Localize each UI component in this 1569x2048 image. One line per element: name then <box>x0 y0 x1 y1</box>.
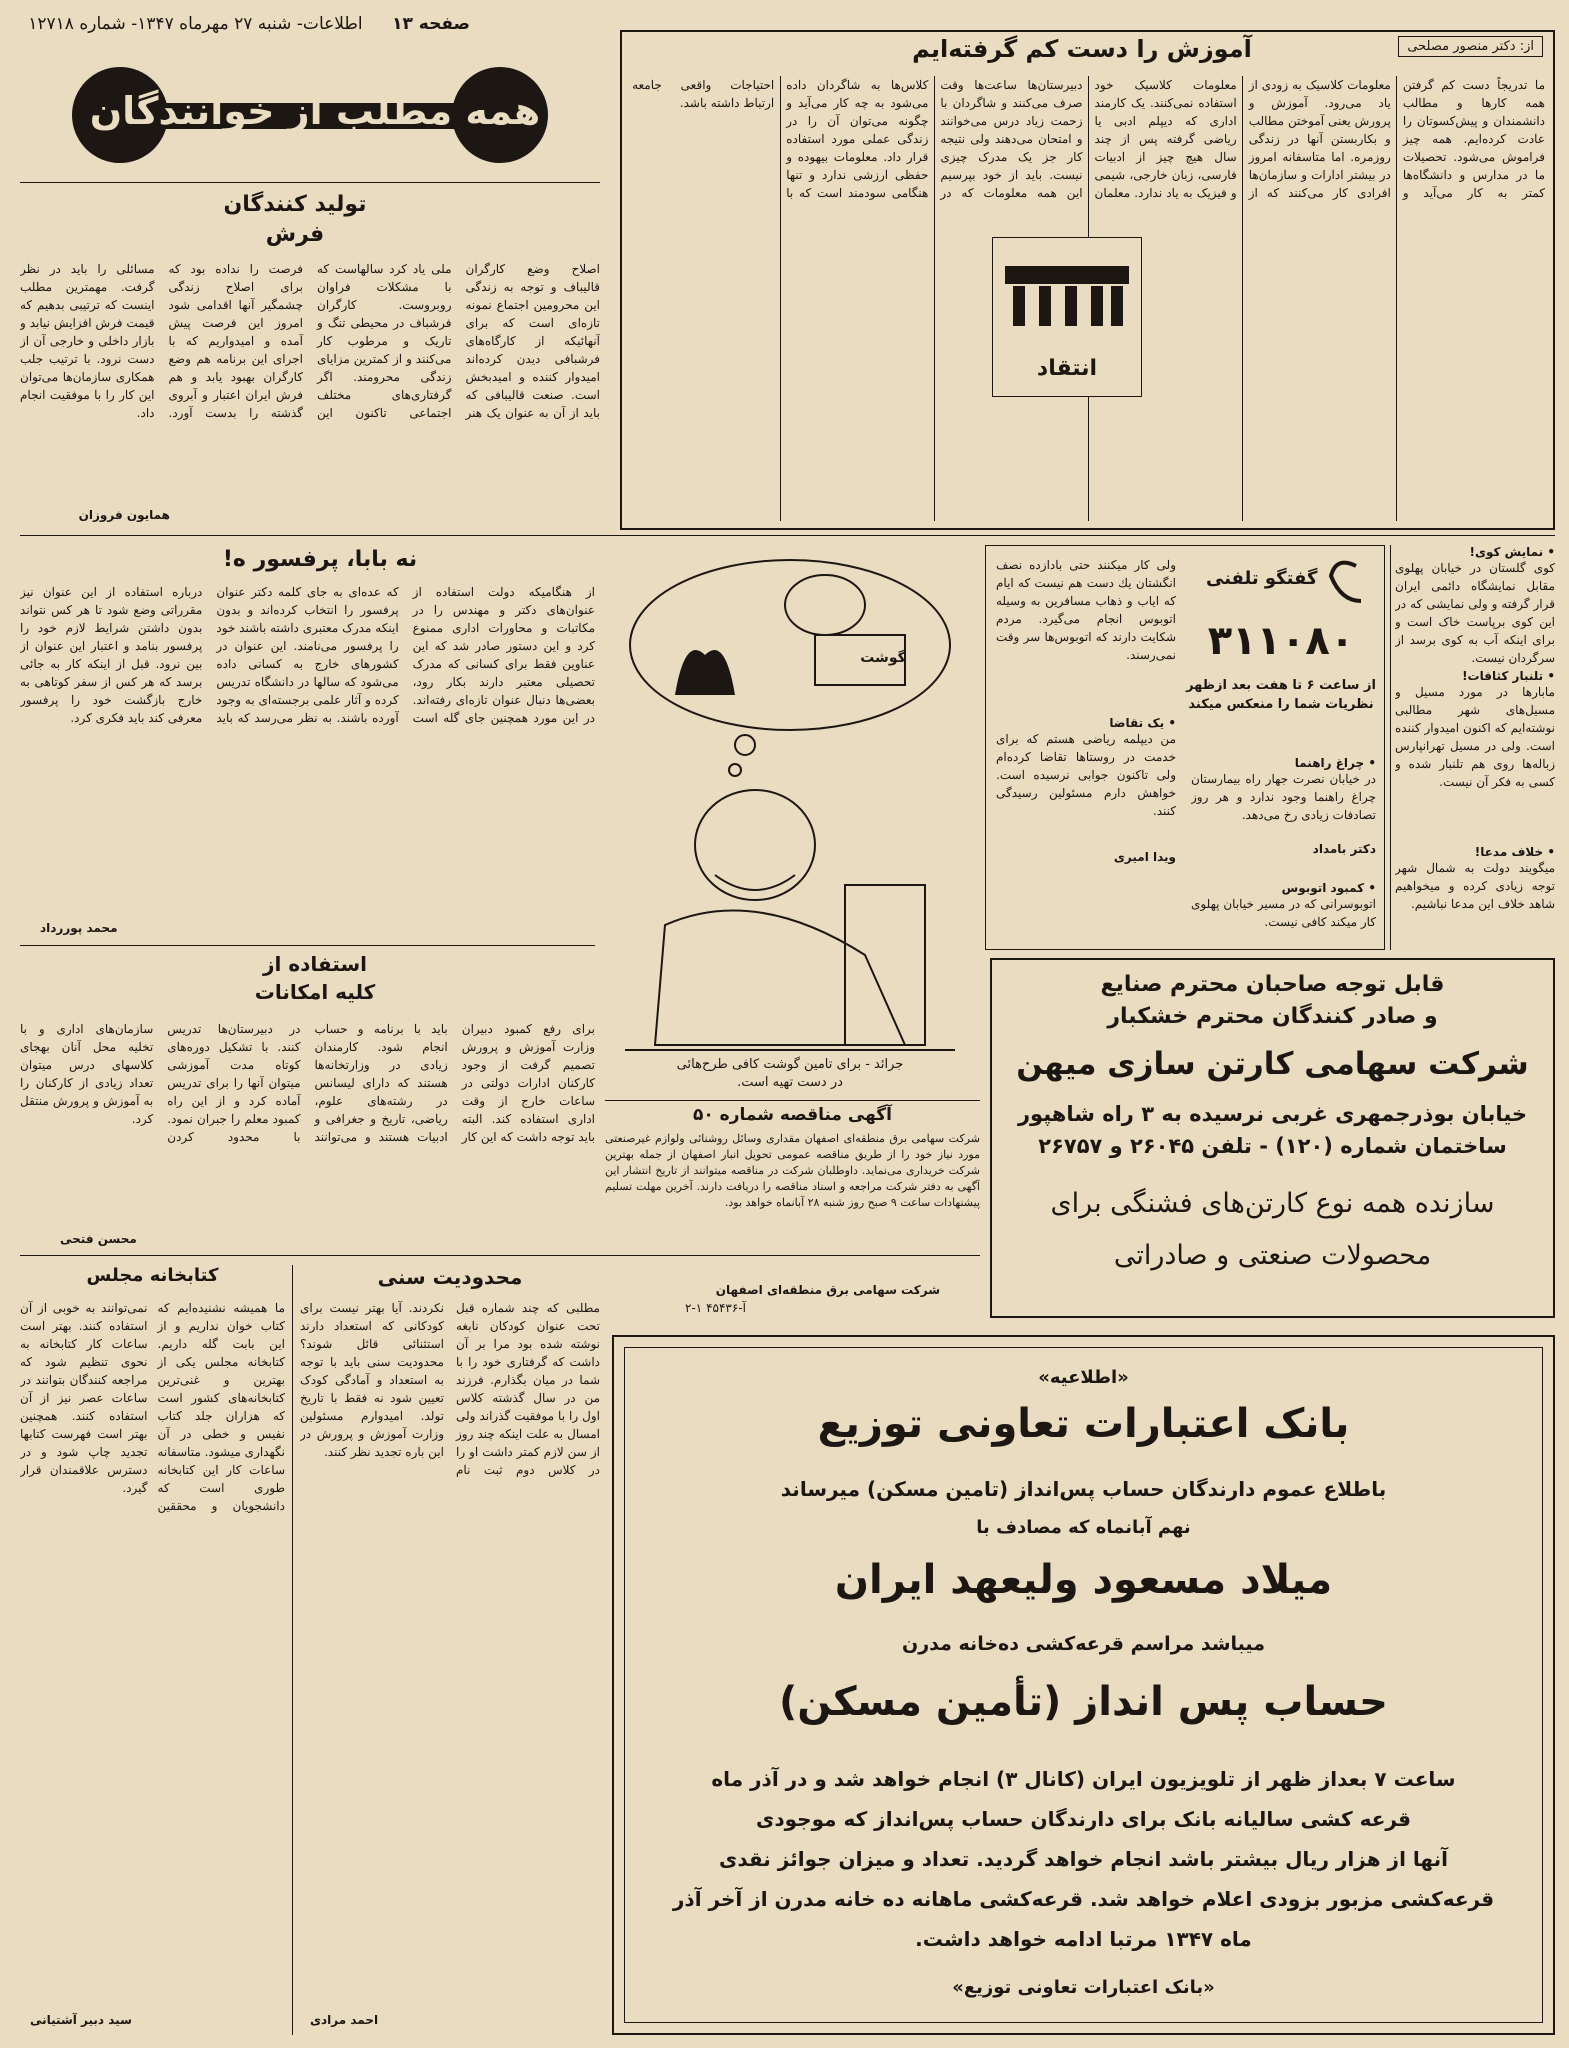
bank-ad <box>612 1335 1555 2035</box>
age-signature: احمد مرادی <box>310 2013 379 2027</box>
phone-item-2 <box>1191 881 1376 946</box>
side-item-body: میگویند دولت به شمال شهر توجه زیادی کرده و میخواهیم شاهد خلاف این مدعا نباشیم. <box>1395 861 1555 911</box>
banner-title: همه مطلب از خوانندگان <box>89 89 541 133</box>
carton-slogan-2: محصولات صنعتی و صادراتی <box>1113 1240 1432 1271</box>
side-item-0 <box>1395 545 1555 669</box>
education-body: ما تدریجاً دست کم گرفتن همه کارها و مطالب دانشمندان و پیش‌کسوتان را عادت کرده‌ایم. همه چیز فراموش می‌شود. تحصیلات ما در مدارس و دانشگاه‌ها کمتر به کار می‌آید و معلومات کلاسیک به زودی از یاد می‌رود. آموزش و پرورش یعنی آموختن مطالب و بکاربستن آنها در زندگی روزمره. اما متاسفانه امروز در بیشتر ادارات و سازمان‌ها افرادی کار می‌کنند که از معلومات کلاسیک خود استفاده نمی‌کنند. یک کارمند اداری که دیپلم ادبی یا ریاضی گرفته پس از چند سال هیچ چیز از ادبیات فارسی، زبان خارجی، شیمی و فیزیک به یاد ندارد. معلمان دبیرستان‌ها ساعت‌ها وقت صرف می‌کنند و شاگردان با زحمت زیاد درس می‌خوانند و امتحان می‌دهند ولی نتیجه کار جز یک مدرک چیزی نیست. باید از خود بپرسیم این همه معلومات که در کلاس‌ها به شاگردان داده می‌شود به چه کار می‌آید و چگونه می‌توان آن را در زندگی عملی مورد استفاده قرار داد. معلومات بیهوده و حفظی ارزشی ندارد و تنها هنگامی سودمند است که با احتیاجات واقعی جامعه ارتباط داشته باشد. <box>632 78 1545 200</box>
library-body: ما همیشه نشنیده‌ایم که کتاب خوان نداریم و از این بابت گله داریم. کتابخانه مجلس یکی از بهترین و غنی‌ترین کتابخانه‌های کشور است که هزاران جلد کتاب نفیس و خطی در آن نگهداری میشود. متاسفانه ساعات کار این کتابخانه طوری است که دانشجویان و محققین نمی‌توانند به خوبی از آن استفاده کنند. بهتر است ساعات کار کتابخانه به نحوی تنظیم شود که مراجعه کنندگان بتوانند در ساعات عصر نیز از آن استفاده کنند. همچنین بهتر است فهرست کتابها تجدید چاپ شود و در دسترس علاقمندان قرار گیرد. <box>20 1301 285 1513</box>
page-number: صفحه ۱۳ <box>392 14 470 34</box>
education-title: آموزش را دست کم گرفته‌ایم <box>912 35 1252 63</box>
bank-para-5: ماه ۱۳۴۷ مرتبا ادامه خواهد داشت. <box>915 1927 1252 1951</box>
phone-item-body: اتوبوسرانی که در مسیر خیابان پهلوی کار میکند کافی نیست. <box>1191 897 1376 929</box>
side-item-body: کوی گلستان در خیابان پهلوی مقابل نمایشگاه دائمی ایران قرار گرفته و ولی نمایشی که در این کوی برپاست خاک است و برای اینکه آب به کوی برسد از سرگردان نیست. <box>1395 561 1555 665</box>
phone-item-title: • کمبود اتوبوس <box>1281 881 1376 895</box>
dog-head <box>785 575 865 635</box>
bank-para-2: قرعه کشی سالیانه بانک برای دارندگان حساب پس‌انداز که موجودی <box>756 1807 1411 1831</box>
bank-account: حساب پس انداز (تأمین مسکن) <box>778 1679 1388 1725</box>
man-body <box>655 910 905 1045</box>
bank-line-1: باطلاع عموم دارندگان حساب پس‌انداز (تامین مسکن) میرساند <box>780 1477 1387 1501</box>
article-education <box>620 30 1555 530</box>
phone-item-title: • یک تقاضا <box>1109 716 1176 730</box>
critique-caption: انتقاد <box>1036 356 1098 381</box>
phone-item-1 <box>1191 756 1376 876</box>
cartoon-caption-1: جرائد - برای تامین گوشت کافی طرح‌هائی <box>676 1057 904 1072</box>
phone-logo <box>1186 556 1376 606</box>
critique-emblem-icon <box>993 238 1141 358</box>
side-column <box>1395 545 1555 950</box>
chair <box>845 885 925 1045</box>
carpet-body: اصلاح وضع کارگران قالیباف و توجه به زندگی این محرومین اجتماع نمونه تازه‌ای است که برای آنهائیکه از کارگاه‌های فرشبافی دیدن کرده‌اند امیدوار کننده و امیدبخش است. صنعت قالیبافی که باید از آن به عنوان یک هنر ملی یاد کرد سالهاست که با مشکلات فراوان روبروست. کارگران فرشباف در محیطی تنگ و تاریک و مرطوب کار می‌کنند و از کمترین مزایای زندگی محرومند. اگر گرفتاری‌های مختلف اجتماعی تاکنون این فرصت را نداده بود که برای اصلاح زندگی چشمگیر آنها اقدامی شود امروز این فرصت پیش آمده و امیدواریم که با اجرای این برنامه هم وضع کارگران بهبود یابد و هم فرش ایران اعتبار و آبروی گذشته را بدست آورد. مسائلی را باید در نظر گرفت. مهمترین مطلب اینست که ترتیبی بدهیم که قیمت فرش افزایش نیابد و بازار داخلی و خارجی آن از دست نرود. با ترتیب جلب همکاری سازمان‌ها می‌توان این کار را با موفقیت انجام داد. <box>20 262 600 420</box>
carton-line-1: قابل توجه صاحبان محترم صنایع <box>1100 972 1445 997</box>
phone-box <box>985 545 1385 950</box>
bank-name: بانک اعتبارات تعاونی توزیع <box>817 1401 1350 1447</box>
carpet-signature: همایون فروزان <box>78 508 170 522</box>
tender-code: آ-۴۵۴۳۶ ۱-۲ <box>685 1301 746 1315</box>
carton-line-2: و صادر کنندگان محترم خشکبار <box>1107 1004 1438 1029</box>
tender-body: شرکت سهامی برق منطقه‌ای اصفهان مقداری وسائل روشنائی ولوازم غیرصنعتی مورد نیاز خود را از طریق مناقصه عمومی تحویل انبار اصفهان از جمله بهترین شرکت خریداری می‌نماید. داوطلبان شرکت در مناقصه میتوانند از تاریخ انتشار این آگهی به دفتر شرکت مراجعه و اسناد مناقصه را دریافت دارند. آخرین مهلت تسلیم پیشنهادات ساعت ۹ صبح روز شنبه ۲۸ آبانماه خواهد بود. <box>605 1132 980 1209</box>
professor-body: از هنگامیکه دولت استفاده از عنوان‌های دکتر و مهندس را در مکاتبات و محاورات اداری ممنوع کرد و این دستور صادر شد که این عناوین فقط برای کسانی که مدرک تحصیلی معتبر دارند بکار رود، بعضی‌ها دنبال عنوان تازه‌ای رفته‌اند. در این مورد همچنین جای گله است که عده‌ای به جای کلمه دکتر عنوان پرفسور را انتخاب کرده‌اند و بدون اینکه مدرک معتبری داشته باشند خود را پرفسور می‌نامند. این عنوان در کشورهای خارج به کسانی داده می‌شود که سالها در دانشگاه تدریس کرده و آثار علمی برجسته‌ای به وجود آورده باشند. به نظر می‌رسد که باید درباره استفاده از این عنوان نیز مقرراتی وضع شود تا هر کس نتواند بدون داشتن شرایط لازم خود را پرفسور بنامد و اعتبار این عنوان از بین نرود. قبل از اینکه کار به جائی برسد که هر کس از سفر کوتاهی به خارج بازگشت خود را پرفسور معرفی کند باید فکری کرد. <box>20 585 595 725</box>
thought-bubble <box>630 560 950 730</box>
employees-signature: محسن فتحی <box>60 1232 137 1246</box>
bank-line-3: میباشد مراسم قرعه‌کشی ده‌خانه مدرن <box>902 1633 1265 1655</box>
masthead <box>0 14 470 34</box>
phone-item-title: • چراغ راهنما <box>1294 756 1376 770</box>
phone-hours: از ساعت ۶ تا هفت بعد ازظهر نظریات شما را منعکس میکند <box>1186 678 1376 712</box>
employees-body: برای رفع کمبود دبیران وزارت آموزش و پرورش تصمیم گرفت از وجود کارکنان ادارات دولتی در ساعات خارج از وقت اداری استفاده کند. البته باید توجه داشت که این کار باید با برنامه و حساب انجام شود. کارمندان زیادی در وزارتخانه‌ها هستند که دارای لیسانس در رشته‌های علوم، ریاضی، تاریخ و جغرافی و ادبیات هستند و می‌توانند در دبیرستان‌ها تدریس کنند. با تشکیل دوره‌های کوتاه مدت آموزشی میتوان آنها را برای تدریس آماده کرد و از این راه کمبود معلم را جبران نمود. با محدود کردن سازمان‌های اداری و با تخلیه محل آنان بهجای کلاسهای درس میتوان تعداد زیادی از کارکنان را به آموزش و پرورش منتقل کرد. <box>20 1022 595 1144</box>
library-title: کتابخانه مجلس <box>86 1265 219 1286</box>
bank-para-3: آنها از هزار ریال بیشتر باشد انجام خواهد گردید. تعداد و میزان جوائز نقدی <box>719 1847 1448 1871</box>
side-item-body: مابارها در مورد مسیل و مسیل‌های شهر مطالبی نوشته‌ایم که اکنون امیدوار کننده است. ولی در مسیل تهرانپارس زباله‌ها روی هم تلنبار شده و کسی به فکر آن نیست. <box>1395 685 1555 789</box>
cartoon-drawing <box>605 545 975 1100</box>
tender-title: آگهی مناقصه شماره ۵۰ <box>692 1105 893 1125</box>
masthead-date: اطلاعات- شنبه ۲۷ مهرماه ۱۳۴۷- شماره ۱۲۷۱۸ <box>28 14 363 34</box>
carton-address-1: خیابان بوذرجمهری غربی نرسیده به ۳ راه شاهپور <box>1017 1102 1528 1126</box>
bank-para-1: ساعت ۷ بعداز ظهر از تلویزیون ایران (کانال ۳) انجام خواهد شد و در آذر ماه <box>711 1767 1456 1791</box>
side-item-title: • خلاف مدعا! <box>1474 845 1555 859</box>
cartoon <box>605 545 975 1100</box>
side-item-1 <box>1395 669 1555 845</box>
phone-item-body: من دیپلمه ریاضی هستم که برای خدمت در روستاها تقاضا کرده‌ام ولی تاکنون جوابی نرسیده است. خواهش دارم مسئولین رسیدگی کنند. <box>996 732 1176 818</box>
article-professor <box>20 545 595 940</box>
professor-signature: محمد پوررداد <box>40 921 118 935</box>
bank-kicker: «اطلاعیه» <box>1038 1367 1129 1388</box>
education-author: از: دکتر منصور مصلحی <box>1398 36 1543 57</box>
cat-silhouette <box>675 650 735 695</box>
critique-logo <box>992 237 1142 397</box>
carpet-title: تولید کنندگان فرش <box>223 192 367 247</box>
library-signature: سید دبیر آشتیانی <box>30 2013 132 2027</box>
section-banner <box>30 55 600 175</box>
article-library <box>20 1265 285 2035</box>
phone-intro: ولی کار میکنند حتی بادازده نصف انگشتان یك دست هم نیست که ایام که ایاب و ذهاب مسافرین به وسیله اتوبوس انجام می‌گیرد. مردم شکایت دارند که اتوبوس‌ها سر وقت نمی‌رسند. <box>996 558 1176 662</box>
phone-item-0 <box>996 716 1176 946</box>
phone-number: ۳۱۱۰۸۰ <box>1207 618 1355 664</box>
tender-ad <box>605 1105 980 1320</box>
side-item-title: • نمایش کوی! <box>1469 545 1555 559</box>
phone-item-author: دکتر بامداد <box>1312 842 1376 856</box>
phone-item-body: در خیابان نصرت جهار راه بیمارستان چراغ راهنما وجود ندارد و هر روز تصادفات زیادی رخ می‌دهد. <box>1191 772 1376 822</box>
age-title: محدودیت سنی <box>377 1265 523 1289</box>
carton-address-2: ساختمان شماره (۱۲۰) - تلفن ۲۶۰۴۵ و ۲۶۷۵۷ <box>1038 1134 1507 1158</box>
ad-carton <box>990 958 1555 1318</box>
article-age <box>300 1265 600 2035</box>
bank-para-4: قرعه‌کشی مزبور بزودی اعلام خواهد شد. قرعه‌کشی ماهانه ده خانه مدرن از آخر آذر <box>672 1887 1495 1911</box>
carton-company: شرکت سهامی کارتن سازی میهن <box>1016 1046 1529 1082</box>
bank-footer: «بانک اعتبارات تعاونی توزیع» <box>952 1977 1215 1998</box>
man-head <box>695 790 815 900</box>
cartoon-caption-2: در دست تهیه است. <box>737 1075 843 1090</box>
age-body: مطلبی که چند شماره قبل تحت عنوان کودکان نابغه نوشته شده بود مرا بر آن داشت که گرفتاری خود را با شما در میان بگذارم. فرزند من در سال گذشته کلاس اول را با موفقیت گذراند ولی امسال به علت اینکه چند روز از سن لازم کمتر داشت او را در کلاس دوم ثبت نام نکردند. آیا بهتر نیست برای کودکانی که استعداد دارند استثنائی قائل شوند؟ محدودیت سنی باید با توجه به استعداد و آمادگی کودک تعیین شود نه فقط با تاریخ تولد. امیدوارم مسئولین وزارت آموزش و پرورش در این باره تجدید نظر کنند. <box>300 1301 600 1477</box>
tender-signature: شرکت سهامی برق منطقه‌ای اصفهان <box>715 1283 940 1297</box>
bank-line-2: نهم آبانماه که مصادف با <box>976 1517 1191 1538</box>
phone-logo-text: گفتگو تلفنی <box>1206 568 1318 589</box>
side-item-2 <box>1395 845 1555 931</box>
cartoon-sign: گوشت <box>860 650 906 666</box>
article-carpet <box>20 190 600 530</box>
side-item-title: • تلنبار کثافات! <box>1462 669 1555 683</box>
employees-title: استفاده از کلیه امکانات <box>254 952 376 1004</box>
carton-slogan-1: سازنده همه نوع کارتن‌های فشنگی برای <box>1050 1188 1495 1219</box>
phone-item-author: ویدا امیری <box>1113 850 1176 864</box>
bank-occasion: میلاد مسعود ولیعهد ایران <box>834 1557 1333 1603</box>
article-employees <box>20 950 595 1250</box>
professor-title: نه بابا، پرفسور ه! <box>222 547 418 572</box>
